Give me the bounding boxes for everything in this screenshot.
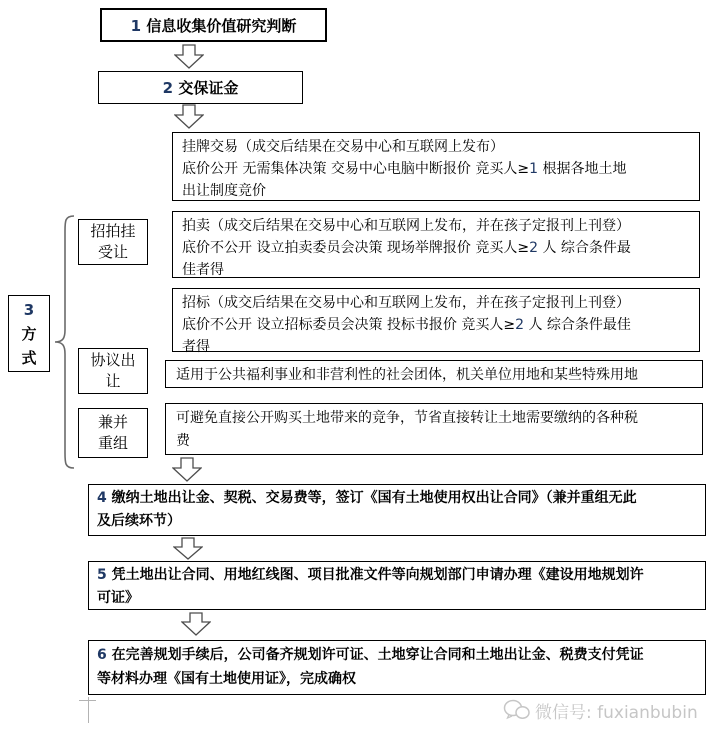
methods-char-1: 方: [21, 324, 37, 343]
listing-line3: 出让制度竞价: [182, 183, 266, 199]
category-box-agreement: [78, 348, 148, 394]
auction-line1: 拍卖（成交后结果在交易中心和互联网上发布，并在孩子定报刊上刊登）: [182, 218, 630, 234]
listing-line1: 挂牌交易（成交后结果在交易中心和互联网上发布）: [182, 139, 504, 155]
watermark: [503, 697, 703, 723]
wechat-id-text: 微信号: fuxianbubin: [535, 702, 698, 723]
category-box-bidding: [78, 219, 148, 265]
down-arrow-icon: [174, 104, 204, 129]
step5-line2: 可证》: [97, 590, 139, 606]
agreement-line1: 适用于公共福利事业和非营利性的社会团体，机关单位用地和某些特殊用地: [176, 367, 638, 383]
wechat-icon: [503, 699, 530, 721]
auction-desc-box: [172, 211, 700, 278]
category-bidding-line1: 招拍挂: [90, 222, 136, 240]
tender-desc-box: [172, 288, 700, 355]
table-artifact-line: [79, 700, 96, 701]
tender-line1: 招标（成交后结果在交易中心和互联网上发布，并在孩子定报刊上刊登）: [182, 295, 630, 311]
step2-box: [98, 71, 303, 104]
down-arrow-icon: [173, 537, 203, 560]
step5-line1: 5 凭土地出让合同、用地红线图、项目批准文件等向规划部门申请办理《建设用地规划许: [97, 567, 644, 583]
step6-box: [88, 640, 706, 695]
category-agreement-line1: 协议出: [90, 351, 136, 369]
step5-box: [88, 561, 706, 610]
category-box-merger: [78, 408, 148, 458]
listing-desc-box: [172, 132, 700, 201]
auction-line2: 底价不公开 设立拍卖委员会决策 现场举牌报价 竞买人≥2 人 综合条件最: [182, 240, 631, 256]
brace-icon: [52, 214, 76, 470]
down-arrow-icon: [172, 457, 202, 482]
tender-line3: 者得: [182, 339, 210, 355]
step2-label: 2 交保证金: [162, 79, 239, 97]
merger-line1: 可避免直接公开购买土地带来的竞争，节省直接转让土地需要缴纳的各种税: [176, 410, 638, 426]
agreement-desc-box: [165, 360, 703, 388]
category-merger-line1: 兼并: [97, 413, 128, 431]
category-bidding-line2: 受让: [97, 243, 128, 261]
down-arrow-icon: [174, 44, 204, 69]
merger-line2: 费: [176, 433, 190, 449]
category-agreement-line2: 让: [105, 372, 121, 390]
step6-line2: 等材料办理《国有土地使用证》，完成确权: [97, 671, 356, 687]
step1-label: 1 信息收集价值研究判断: [130, 16, 297, 35]
methods-char-2: 式: [21, 348, 37, 367]
methods-number: 3: [23, 300, 35, 319]
step4-line1: 4 缴纳土地出让金、契税、交易费等，签订《国有土地使用权出让合同》（兼并重组无此: [97, 490, 637, 506]
step6-line1: 6 在完善规划手续后，公司备齐规划许可证、土地穿让合同和土地出让金、税费支付凭证: [97, 647, 644, 663]
step4-box: [88, 484, 706, 536]
tender-line2: 底价不公开 设立招标委员会决策 投标书报价 竞买人≥2 人 综合条件最佳: [182, 317, 631, 333]
merger-desc-box: [165, 403, 703, 455]
step1-box: [100, 8, 327, 42]
auction-line3: 佳者得: [182, 262, 224, 278]
methods-box: [8, 295, 50, 372]
listing-line2: 底价公开 无需集体决策 交易中心电脑中断报价 竞买人≥1 根据各地土地: [182, 161, 627, 177]
down-arrow-icon: [181, 612, 211, 636]
category-merger-line2: 重组: [97, 434, 128, 452]
step4-line2: 及后续环节）: [97, 513, 181, 529]
